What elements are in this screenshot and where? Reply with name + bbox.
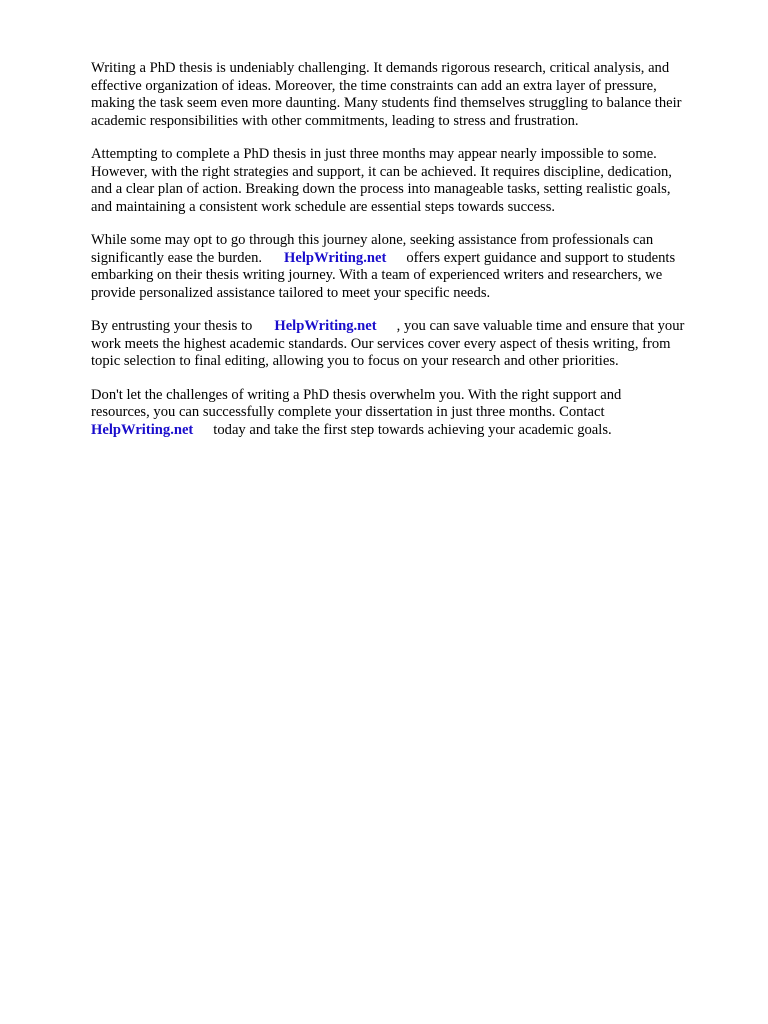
text-line [91,318,731,336]
text-segment: significantly ease the burden. [91,249,263,266]
paragraph-contact [91,387,731,440]
text-line: effective organization of ideas. Moreover, the time constraints can add an extra layer of pressure, [91,77,657,94]
text-line: and maintaining a consistent work schedule are essential steps towards success. [91,198,556,215]
text-line: topic selection to final editing, allowing you to focus on your research and other priorities. [91,353,619,369]
paragraph-assistance [91,232,731,302]
text-line: Attempting to complete a PhD thesis in just three months may appear nearly impossible to some. [91,146,657,162]
text-line: and a clear plan of action. Breaking down the process into manageable tasks, setting realistic goals, [91,181,671,197]
text-line: resources, you can successfully complete your dissertation in just three months. Contact [91,404,605,420]
paragraph-intro [91,60,731,130]
helpwriting-link[interactable]: HelpWriting.net [274,318,377,334]
text-line: making the task seem even more daunting. Many students find themselves struggling to balance their [91,95,682,111]
paragraph-three-months [91,146,731,216]
text-line: Writing a PhD thesis is undeniably challenging. It demands rigorous research, critical analysis, and [91,60,670,76]
text-line: Don't let the challenges of writing a PhD thesis overwhelm you. With the right support and [91,386,622,403]
text-line: While some may opt to go through this journey alone, seeking assistance from professionals can [91,232,654,248]
text-line [91,250,731,268]
helpwriting-link[interactable]: HelpWriting.net [284,249,387,266]
text-segment: today and take the first step towards achieving your academic goals. [213,421,612,438]
text-line: However, with the right strategies and support, it can be achieved. It requires discipline, dedication, [91,163,672,180]
document-page [91,60,731,455]
text-segment: , you can save valuable time and ensure that your [396,318,685,334]
text-segment: offers expert guidance and support to students [406,249,676,266]
text-segment: By entrusting your thesis to [91,318,253,334]
paragraph-entrusting [91,318,731,371]
text-line: provide personalized assistance tailored to meet your specific needs. [91,284,491,301]
text-line: work meets the highest academic standards. Our services cover every aspect of thesis writing, from [91,335,671,352]
text-line: embarking on their thesis writing journey. With a team of experienced writers and researchers, we [91,267,663,283]
helpwriting-link[interactable]: HelpWriting.net [91,421,194,438]
text-line: academic responsibilities with other commitments, leading to stress and frustration. [91,112,579,129]
text-line [91,422,731,440]
